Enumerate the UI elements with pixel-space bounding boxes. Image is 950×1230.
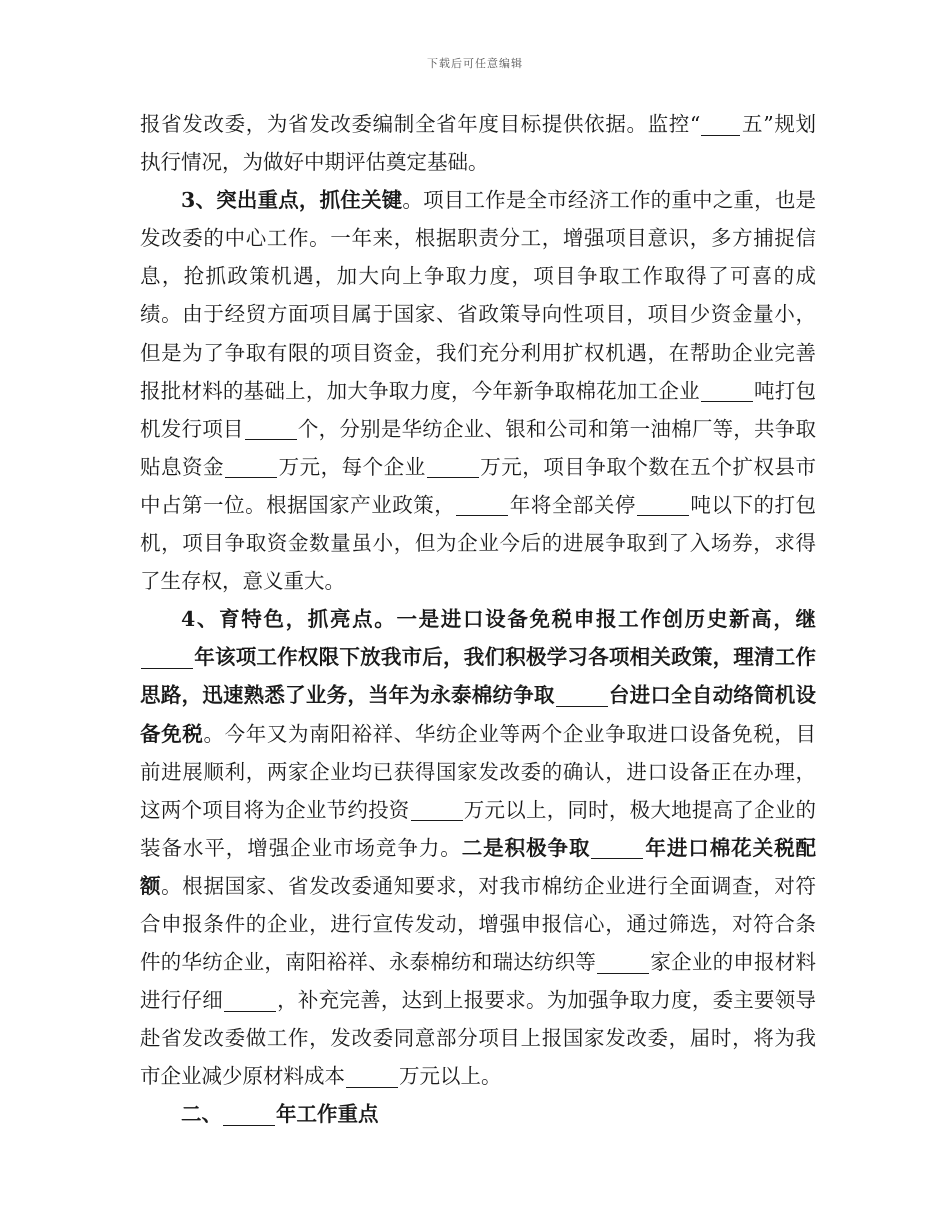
text-run: 报省发改委，为省发改委编制全省年度目标提供依据。监控“ — [140, 112, 701, 136]
text-run: 万元，每个企业 — [278, 454, 426, 479]
blank-underline — [701, 113, 740, 136]
section-title: 年工作重点 — [276, 1102, 379, 1127]
blank-underline — [346, 1065, 398, 1088]
text-run: 万元，项目争取个数在五个扩权县市中占第一位。根据国家产业政策， — [140, 454, 817, 517]
text-run: 家企业的申报材料进行仔细 — [140, 950, 817, 1013]
blank-underline — [556, 684, 608, 707]
blank-underline — [411, 799, 463, 822]
blank-underline — [597, 951, 649, 974]
bold-text-run: 二是积极争取 — [461, 835, 591, 860]
paragraph-3 — [140, 600, 816, 1095]
text-run: 。今年又为南阳裕祥、华纺企业等两个企业争取进口设备免税，目前进展顺利，两家企业均已获得国家发改委的确认，进口设备正在办理，这两个项目将为企业节约投资 — [140, 721, 817, 822]
blank-underline — [141, 646, 193, 669]
blank-underline — [245, 418, 297, 441]
section-heading — [140, 1095, 816, 1133]
text-run: 。项目工作是全市经济工作的重中之重，也是发改委的中心工作。一年来，根据职责分工，增强项目意识，多方捕捉信息，抢抓政策机遇，加大向上争取力度，项目争取工作取得了可喜的成绩。由于经贸方面项目属于国家、省政策导向性项目，项目少资金量小，但是为了争取有限的项目资金，我们充分利用扩权机遇，在帮助企业完善报批材料的基础上，加大争取力度，今年新争取棉花加工企业 — [140, 188, 817, 403]
blank-underline — [223, 1103, 275, 1126]
paragraph-2 — [140, 181, 816, 600]
paragraph-heading: 3、突出重点，抓住关键 — [181, 188, 403, 213]
document-body — [140, 105, 816, 1134]
text-run: 个，分别是华纺企业、银和公司和第一油棉厂等，共争取贴息资金 — [140, 416, 817, 479]
bold-text-run: 年进口棉花关税配额 — [140, 835, 817, 898]
blank-underline — [591, 837, 643, 860]
blank-underline — [225, 456, 277, 479]
text-run: 万元以上，同时，极大地提高了企业的装备水平，增强企业市场竞争力。 — [140, 797, 817, 860]
text-run: 五”规划执行情况，为做好中期评估奠定基础。 — [140, 112, 816, 175]
section-number: 二、 — [181, 1102, 222, 1127]
text-run: ，补充完善，达到上报要求。为加强争取力度，委主要领导赴省发改委做工作，发改委同意部分项目上报国家发改委，届时，将为我市企业减少原材料成本 — [140, 988, 817, 1089]
text-run: 万元以上。 — [399, 1064, 502, 1089]
text-run: 吨打包机发行项目 — [140, 378, 817, 441]
blank-underline — [224, 989, 276, 1012]
bold-text-run: 年该项工作权限下放我市后，我们积极学习各项相关政策，理清工作思路，迅速熟悉了业务，当年为永泰棉纺争取 — [140, 645, 816, 708]
text-run: 吨以下的打包机，项目争取资金数量虽小，但为企业今后的进展争取到了入场券，求得了生存权，意义重大。 — [140, 492, 817, 594]
blank-underline — [427, 456, 479, 479]
paragraph-1 — [140, 105, 816, 181]
blank-underline — [701, 380, 753, 403]
text-run: 。根据国家、省发改委通知要求，对我市棉纺企业进行全面调查，对符合申报条件的企业，进行宣传发动，增强申报信心，通过筛选，对符合条件的华纺企业，南阳裕祥、永泰棉纺和瑞达纺织等 — [140, 873, 817, 975]
text-run: 年将全部关停 — [509, 492, 636, 517]
paragraph-heading: 4、育特色，抓亮点。一是进口设备免税申报工作创历史新高，继 — [181, 607, 816, 632]
page-header: 下载后可任意编辑 — [427, 57, 523, 70]
blank-underline — [637, 494, 689, 517]
blank-underline — [456, 494, 508, 517]
bold-text-run: 台进口全自动络筒机设备免税 — [140, 683, 817, 746]
